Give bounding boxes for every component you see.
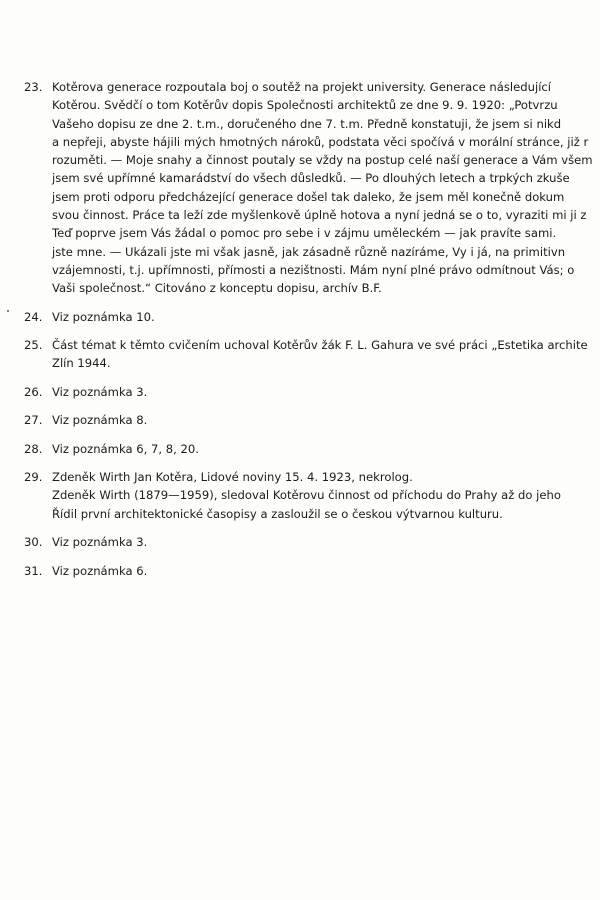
- endnote-text-line: jsem proti odporu předcházející generace došel tak daleko, že jsem měl konečně dokum: [52, 189, 565, 204]
- endnote-text-line: Kotěrova generace rozpoutala boj o soutěž na projekt university. Generace následující: [52, 80, 552, 94]
- endnote-text-line: jsem své upřímné kamarádství do všech důsledků. — Po dlouhých letech a trpkých zkuše: [52, 171, 570, 186]
- endnote-number: 25.: [24, 337, 43, 352]
- endnote-text-line: svou činnost. Práce ta leží zde myšlenkově úplně hotova a nyní jedná se o to, vyraziti mi ji z: [52, 208, 587, 223]
- endnote-24: [24, 308, 600, 326]
- endnote-text-line: Zdeněk Wirth Jan Kotěra, Lidové noviny 15. 4. 1923, nekrolog.: [52, 470, 413, 484]
- endnote-text-line: vzájemnosti, t.j. upřímnosti, přímosti a nezištnosti. Mám nyní plné právo odmítnout Vás; o: [52, 262, 575, 277]
- endnote-27: [24, 411, 600, 429]
- endnote-number: 28.: [24, 441, 43, 456]
- endnote-text-line: Viz poznámka 10.: [52, 309, 155, 324]
- endnotes-list: [24, 78, 600, 590]
- endnote-text-line: Kotěrou. Svědčí o tom Kotěrův dopis Společnosti architektů ze dne 9. 9. 1920: „Potvrzu: [52, 98, 558, 113]
- endnote-23: [24, 78, 600, 298]
- endnote-26: [24, 383, 600, 401]
- endnote-text-line: Viz poznámka 3.: [52, 535, 148, 550]
- endnote-text-line: Teď poprve jsem Vás žádal o pomoc pro sebe i v zájmu uměleckém — jak pravíte sami.: [52, 226, 557, 241]
- endnote-text-line: Vašeho dopisu ze dne 2. t.m., doručeného dne 7. t.m. Předně konstatuji, že jsem si nikd: [52, 116, 562, 131]
- endnote-30: [24, 533, 600, 551]
- endnote-28: [24, 440, 600, 458]
- endnote-text-line: Vaši společnost.“ Citováno z konceptu dopisu, archív B.F.: [52, 281, 382, 296]
- endnote-31: [24, 562, 600, 580]
- endnote-text-line: Viz poznámka 3.: [52, 384, 148, 399]
- endnote-text-line: Zlín 1944.: [52, 356, 111, 371]
- endnote-number: 26.: [24, 384, 43, 399]
- endnote-number: 23.: [24, 80, 43, 94]
- endnote-text-line: Viz poznámka 8.: [52, 413, 148, 428]
- endnote-text-line: Řídil první architektonické časopisy a zasloužil se o českou výtvarnou kulturu.: [52, 506, 503, 521]
- endnote-text-line: Část témat k těmto cvičením uchoval Kotěrův žák F. L. Gahura ve své práci „Estetika archite: [52, 337, 588, 352]
- endnote-number: 24.: [24, 309, 43, 324]
- endnote-number: 27.: [24, 413, 43, 428]
- endnote-text-line: Viz poznámka 6, 7, 8, 20.: [52, 441, 199, 456]
- endnote-text-line: rozuměti. — Moje snahy a činnost poutaly se vždy na postup celé naší generace a Vám všem: [52, 153, 593, 168]
- endnote-text-line: jste mne. — Ukázali jste mi však jasně, jak zásadně různě nazíráme, Vy i já, na primitivn: [52, 244, 566, 259]
- scan-speck: [7, 310, 9, 312]
- endnote-25: [24, 336, 600, 373]
- endnote-text-line: Viz poznámka 6.: [52, 563, 148, 578]
- endnote-number: 29.: [24, 470, 43, 484]
- endnote-number: 31.: [24, 563, 43, 578]
- endnote-text-line: Zdeněk Wirth (1879—1959), sledoval Kotěrovu činnost od příchodu do Prahy až do jeho: [52, 488, 561, 503]
- endnote-number: 30.: [24, 535, 43, 550]
- endnote-text-line: a nepřeji, abyste hájili mých hmotných nároků, podstata věci spočívá v morální stránce, již r: [52, 134, 589, 149]
- endnote-29: [24, 468, 600, 523]
